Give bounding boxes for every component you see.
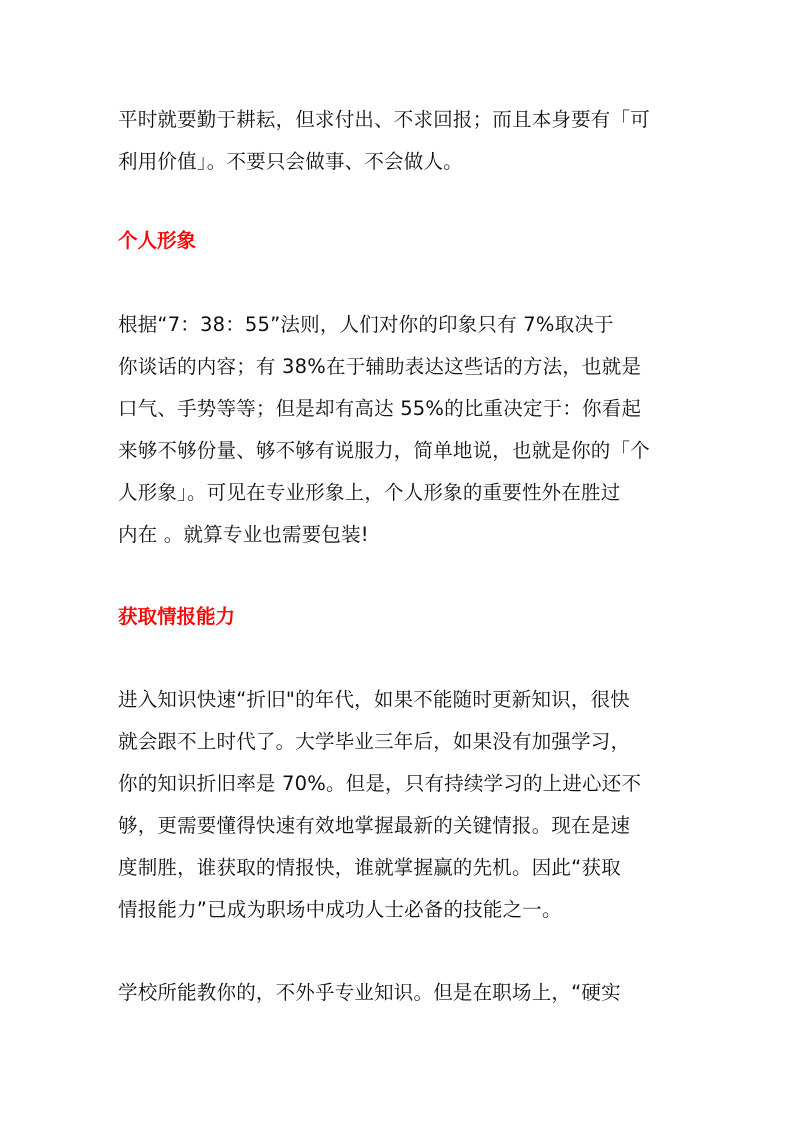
text-line: 你谈话的内容；有 38%在于辅助表达这些话的方法，也就是 (118, 355, 642, 378)
text-line: 进入知识快速“折旧"的年代，如果不能随时更新知识，很快 (118, 688, 630, 711)
text-line: 来够不够份量、够不够有说服力，简单地说，也就是你的「个 (118, 439, 650, 462)
text-line: 内在 。就算专业也需要包装! (118, 523, 369, 546)
paragraph-intro (118, 99, 678, 183)
section-heading-personal-image: 个人形象 (118, 229, 197, 252)
section-heading-information-ability: 获取情报能力 (118, 605, 236, 628)
text-line: 利用价值」。不要只会做事、不会做人。 (118, 150, 463, 173)
text-line: 学校所能教你的，不外乎专业知识。但是在职场上，“硬实 (118, 981, 621, 1004)
paragraph-personal-image (118, 304, 678, 556)
text-line: 度制胜，谁获取的情报快，谁就掌握赢的先机。因此“获取 (118, 856, 621, 879)
text-line: 够，更需要懂得快速有效地掌握最新的关键情报。现在是速 (118, 814, 631, 837)
text-line: 平时就要勤于耕耘，但求付出、不求回报；而且本身要有「可 (118, 108, 650, 131)
text-line: 情报能力”已成为职场中成功人士必备的技能之一。 (118, 898, 562, 921)
paragraph-school-knowledge (118, 972, 678, 1014)
text-line: 就会跟不上时代了。大学毕业三年后，如果没有加强学习， (118, 730, 631, 753)
paragraph-information-ability (118, 679, 678, 931)
text-line: 人形象」。可见在专业形象上，个人形象的重要性外在胜过 (118, 481, 621, 504)
text-line: 你的知识折旧率是 70%。但是，只有持续学习的上进心还不 (118, 772, 642, 795)
text-line: 口气、手势等等；但是却有高达 55%的比重决定于：你看起 (118, 397, 642, 420)
text-line: 根据“7：38：55”法则，人们对你的印象只有 7%取决于 (118, 313, 614, 336)
